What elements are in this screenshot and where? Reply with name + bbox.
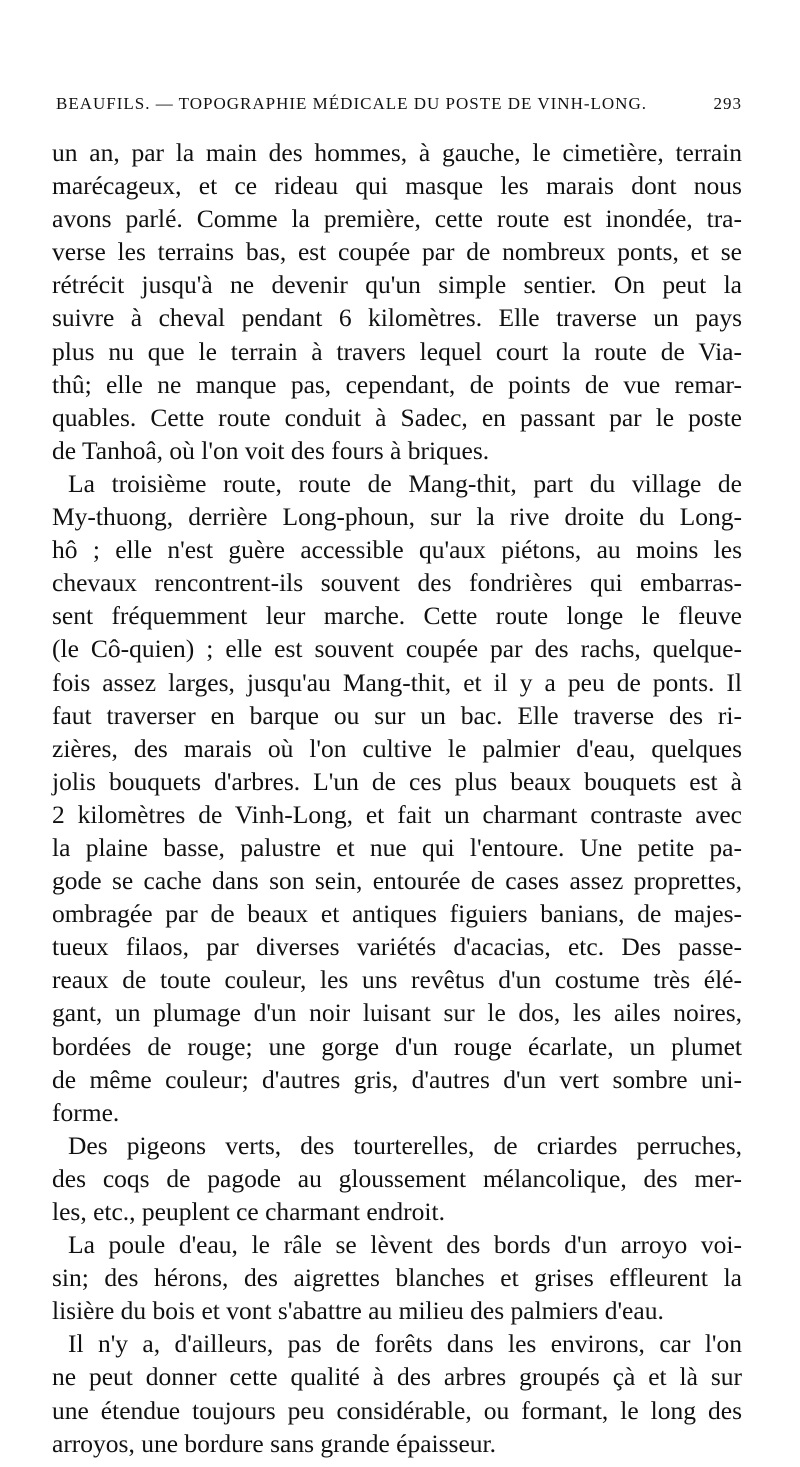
text-line: tueux filaos, par diverses variétés d'acacias, etc. Des passe- [52, 932, 742, 962]
text-line: lisière du bois et vont s'abattre au milieu des palmiers d'eau. [52, 1296, 664, 1326]
text-line: La poule d'eau, le râle se lèvent des bords d'un arroyo voi- [68, 1230, 742, 1260]
text-line: ombragée par de beaux et antiques figuiers banians, de majes- [52, 899, 742, 929]
text-line: verse les terrains bas, est coupée par de nombreux ponts, et se [52, 237, 742, 267]
text-line: de Tanhoâ, où l'on voit des fours à briques. [52, 435, 490, 465]
text-line: des coqs de pagode au gloussement mélancolique, des mer- [52, 1163, 742, 1193]
text-line: de même couleur; d'autres gris, d'autres d'un vert sombre uni- [52, 1064, 742, 1094]
text-line: zières, des marais où l'on cultive le palmier d'eau, quelques [52, 733, 742, 763]
text-line: La troisième route, route de Mang-thit, part du village de [68, 468, 742, 498]
text-line: fois assez larges, jusqu'au Mang-thit, et il y a peu de ponts. Il [52, 667, 742, 697]
text-line: arroyos, une bordure sans grande épaisseur. [52, 1428, 496, 1458]
text-line: une étendue toujours peu considérable, ou formant, le long des [52, 1395, 742, 1425]
text-line: un an, par la main des hommes, à gauche, le cimetière, terrain [52, 138, 742, 167]
text-line: plus nu que le terrain à travers lequel court la route de Via- [52, 336, 742, 366]
text-line: jolis bouquets d'arbres. L'un de ces plus beaux bouquets est à [52, 766, 742, 796]
text-line: rétrécit jusqu'à ne devenir qu'un simple sentier. On peut la [52, 270, 742, 300]
running-title: BEAUFILS. — TOPOGRAPHIE MÉDICALE DU POSTE DE VINH-LONG. [56, 94, 647, 113]
text-line: 2 kilomètres de Vinh-Long, et fait un charmant contraste avec [52, 799, 742, 829]
text-line: reaux de toute couleur, les uns revêtus d'un costume très élé- [52, 965, 742, 995]
text-line: sin; des hérons, des aigrettes blanches et grises effleurent la [52, 1263, 742, 1293]
text-line: marécageux, et ce rideau qui masque les marais dont nous [52, 171, 742, 201]
text-line: suivre à cheval pendant 6 kilomètres. Elle traverse un pays [52, 303, 742, 333]
text-line: Des pigeons verts, des tourterelles, de criardes perruches, [68, 1130, 742, 1160]
running-head [56, 94, 742, 118]
body-text [52, 136, 742, 1460]
text-line: My-thuong, derrière Long-phoun, sur la rive droite du Long- [52, 502, 742, 532]
text-line: Il n'y a, d'ailleurs, pas de forêts dans les environs, car l'on [68, 1329, 742, 1359]
text-line: quables. Cette route conduit à Sadec, en passant par le poste [52, 402, 742, 432]
text-line: chevaux rencontrent-ils souvent des fondrières qui embarras- [52, 568, 742, 598]
text-line: ne peut donner cette qualité à des arbres groupés çà et là sur [52, 1362, 742, 1392]
text-line: gode se cache dans son sein, entourée de cases assez proprettes, [52, 866, 742, 896]
text-line: thû; elle ne manque pas, cependant, de points de vue remar- [52, 369, 742, 399]
text-line: la plaine basse, palustre et nue qui l'entoure. Une petite pa- [52, 832, 742, 862]
text-line: (le Cô-quien) ; elle est souvent coupée par des rachs, quelque- [52, 634, 742, 664]
text-line: gant, un plumage d'un noir luisant sur le dos, les ailes noires, [52, 998, 742, 1028]
text-line: faut traverser en barque ou sur un bac. Elle traverse des ri- [52, 700, 742, 730]
text-line: sent fréquemment leur marche. Cette route longe le fleuve [52, 601, 742, 631]
text-line: hô ; elle n'est guère accessible qu'aux piétons, au moins les [52, 535, 742, 565]
text-line: avons parlé. Comme la première, cette route est inondée, tra- [52, 204, 742, 234]
page-number: 293 [713, 94, 742, 113]
text-line: les, etc., peuplent ce charmant endroit. [52, 1197, 445, 1226]
text-line: bordées de rouge; une gorge d'un rouge écarlate, un plumet [52, 1031, 742, 1061]
text-line: forme. [52, 1097, 120, 1127]
